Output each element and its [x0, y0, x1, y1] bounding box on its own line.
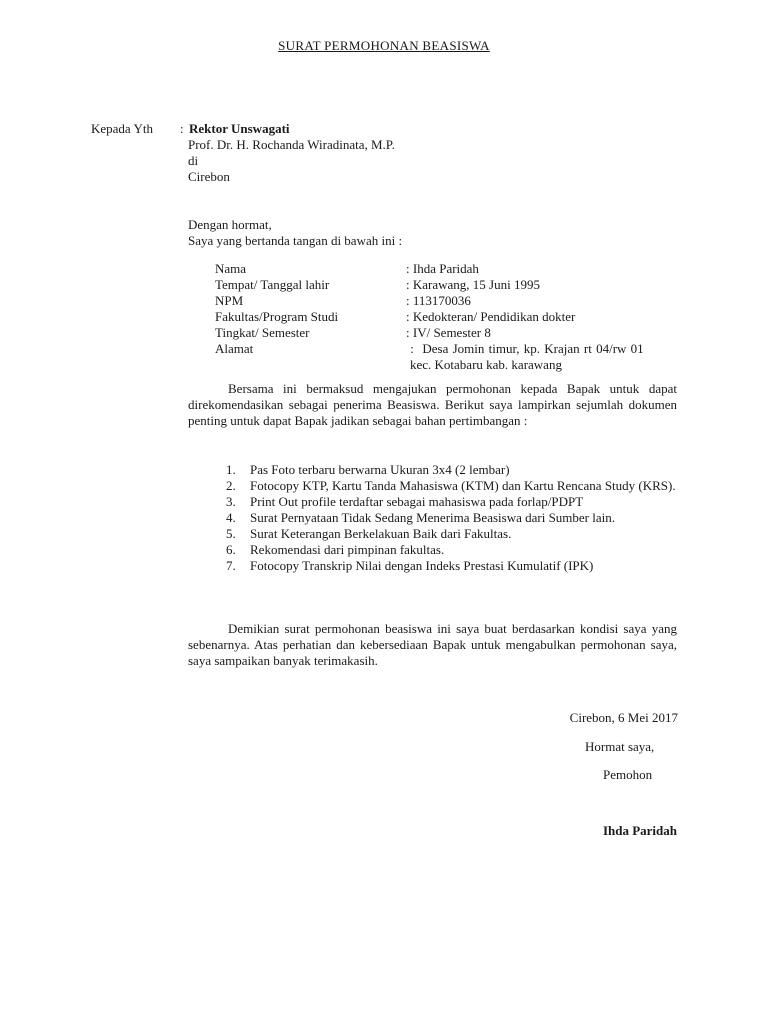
place-date: Cirebon, 6 Mei 2017: [569, 710, 678, 725]
identity-label-semester: Tingkat/ Semester: [215, 325, 310, 340]
list-item: [226, 510, 677, 526]
list-item-text: Pas Foto terbaru berwarna Ukuran 3x4 (2 lembar): [250, 462, 510, 477]
list-item-number: 5.: [226, 526, 236, 541]
identity-value-faculty: : Kedokteran/ Pendidikan dokter: [406, 309, 576, 324]
identity-label-name: Nama: [215, 261, 247, 276]
list-item: [226, 478, 677, 494]
identity-value-npm: : 113170036: [406, 293, 471, 308]
body-paragraph-2-text: Demikian surat permohonan beasiswa ini saya buat berdasarkan kondisi saya yang sebenarnya. Atas perhatian dan kebersediaan Bapak untuk mengabulkan permohonan saya, saya sampaikan banyak terimakasih.: [188, 621, 677, 668]
list-item-text: Fotocopy KTP, Kartu Tanda Mahasiswa (KTM) dan Kartu Rencana Study (KRS).: [250, 478, 676, 493]
list-item-text: Surat Keterangan Berkelakuan Baik dari Fakultas.: [250, 526, 512, 541]
recipient-city: Cirebon: [188, 169, 230, 184]
body-paragraph-1: [188, 381, 677, 429]
identity-value-name: : Ihda Paridah: [406, 261, 479, 276]
recipient-di: di: [188, 153, 199, 168]
document-list: [226, 462, 677, 574]
letter-title: SURAT PERMOHONAN BEASISWA: [278, 38, 490, 53]
identity-value-semester: : IV/ Semester 8: [406, 325, 491, 340]
identity-label-npm: NPM: [215, 293, 244, 308]
list-item-text: Fotocopy Transkrip Nilai dengan Indeks Prestasi Kumulatif (IPK): [250, 558, 594, 573]
identity-value-address-line2: kec. Kotabaru kab. karawang: [410, 357, 562, 372]
identity-label-faculty: Fakultas/Program Studi: [215, 309, 339, 324]
list-item-number: 3.: [226, 494, 236, 509]
list-item-number: 2.: [226, 478, 236, 493]
identity-label-birth: Tempat/ Tanggal lahir: [215, 277, 330, 292]
list-item: [226, 558, 677, 574]
signer-name: Ihda Paridah: [602, 823, 677, 838]
list-item: [226, 542, 677, 558]
list-item-text: Print Out profile terdaftar sebagai mahasiswa pada forlap/PDPT: [250, 494, 584, 509]
recipient-label: Kepada Yth: [91, 121, 153, 136]
list-item-number: 1.: [226, 462, 236, 477]
list-item-text: Rekomendasi dari pimpinan fakultas.: [250, 542, 445, 557]
identity-label-address: Alamat: [215, 341, 254, 356]
intro-text: Saya yang bertanda tangan di bawah ini :: [188, 233, 403, 248]
list-item: [226, 462, 677, 478]
identity-value-address: : Desa Jomin timur, kp. Krajan rt 04/rw 01: [406, 341, 644, 356]
list-item: [226, 494, 677, 510]
list-item-text: Surat Pernyataan Tidak Sedang Menerima Beasiswa dari Sumber lain.: [250, 510, 616, 525]
recipient-name: Rektor Unswagati: [189, 121, 290, 136]
recipient-colon: :: [180, 121, 184, 136]
recipient-person: Prof. Dr. H. Rochanda Wiradinata, M.P.: [188, 137, 395, 152]
list-item: [226, 526, 677, 542]
list-item-number: 7.: [226, 558, 236, 573]
list-item-number: 6.: [226, 542, 236, 557]
identity-value-birth: : Karawang, 15 Juni 1995: [406, 277, 540, 292]
closing-role: Pemohon: [603, 767, 653, 782]
body-paragraph-2: [188, 621, 677, 669]
greeting: Dengan hormat,: [188, 217, 272, 232]
body-paragraph-1-text: Bersama ini bermaksud mengajukan permohonan kepada Bapak untuk dapat direkomendasikan sebagai penerima Beasiswa. Berikut saya lampirkan sejumlah dokumen penting untuk dapat Bapak jadikan sebagai bahan pertimbangan :: [188, 381, 677, 428]
list-item-number: 4.: [226, 510, 236, 525]
closing-regards: Hormat saya,: [585, 739, 655, 754]
